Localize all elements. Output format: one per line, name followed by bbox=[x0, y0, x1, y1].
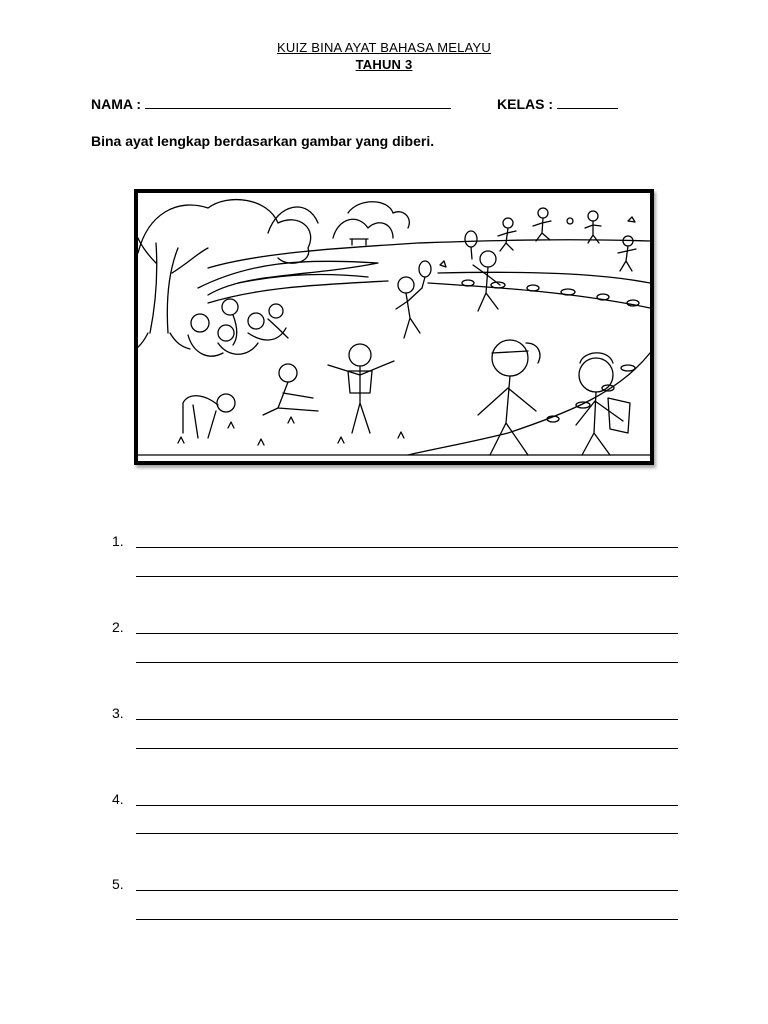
nama-blank[interactable] bbox=[145, 94, 451, 109]
answer-line[interactable] bbox=[136, 833, 678, 834]
answer-line[interactable] bbox=[136, 547, 678, 548]
park-scene-drawing bbox=[138, 193, 650, 461]
worksheet-subtitle: TAHUN 3 bbox=[355, 57, 413, 72]
answer-line[interactable] bbox=[136, 633, 678, 634]
worksheet-title: KUIZ BINA AYAT BAHASA MELAYU bbox=[277, 40, 491, 55]
park-illustration bbox=[134, 189, 654, 465]
question-number: 5. bbox=[112, 876, 124, 892]
question-number: 3. bbox=[112, 705, 124, 721]
question-number: 2. bbox=[112, 619, 124, 635]
answer-line[interactable] bbox=[136, 576, 678, 577]
question-number: 4. bbox=[112, 791, 124, 807]
kelas-blank[interactable] bbox=[557, 94, 618, 109]
kelas-label: KELAS : bbox=[497, 96, 553, 112]
answer-line[interactable] bbox=[136, 748, 678, 749]
nama-label: NAMA : bbox=[91, 96, 142, 112]
kelas-field bbox=[497, 94, 618, 112]
answer-line[interactable] bbox=[136, 719, 678, 720]
answer-line[interactable] bbox=[136, 662, 678, 663]
instruction-text: Bina ayat lengkap berdasarkan gambar yang diberi. bbox=[91, 133, 435, 149]
answer-line[interactable] bbox=[136, 890, 678, 891]
answer-line[interactable] bbox=[136, 805, 678, 806]
nama-field bbox=[91, 94, 451, 112]
question-number: 1. bbox=[112, 533, 124, 549]
answer-line[interactable] bbox=[136, 919, 678, 920]
